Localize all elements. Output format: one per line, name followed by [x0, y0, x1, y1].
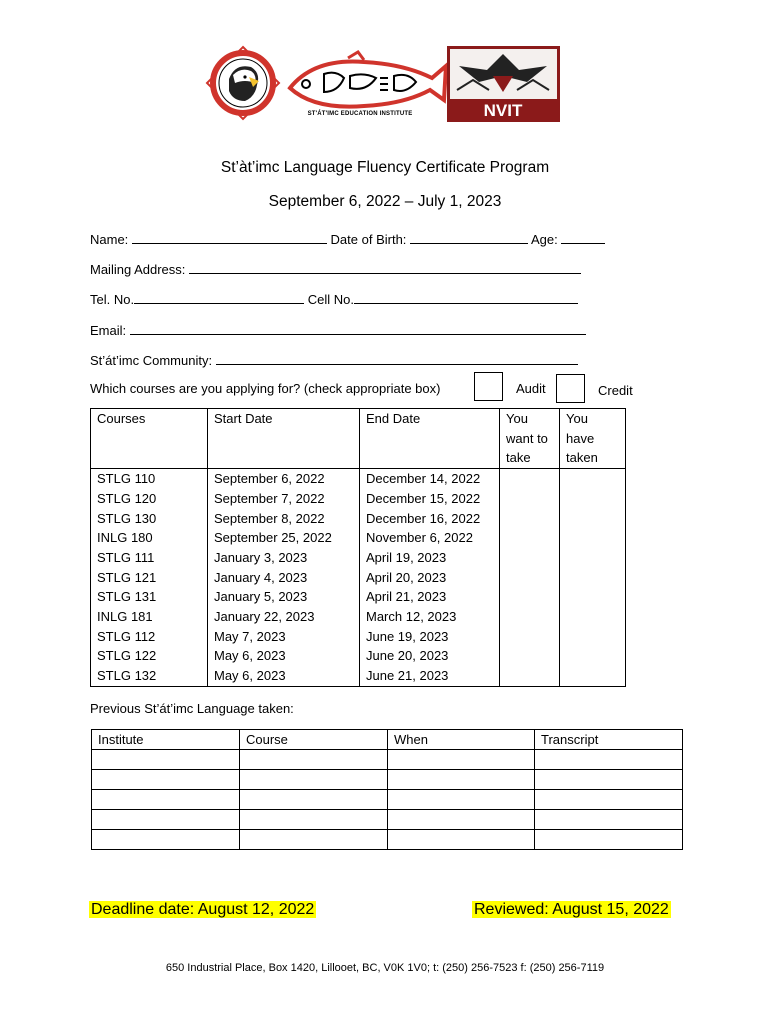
transcript-cell[interactable] [535, 750, 683, 770]
course-start-date: September 6, 2022 [214, 471, 325, 487]
name-label: Name: [90, 232, 129, 247]
community-field[interactable] [216, 351, 578, 365]
institute-cell[interactable] [92, 790, 240, 810]
courses-body-row [91, 469, 626, 687]
course-cell[interactable] [240, 750, 388, 770]
have-taken-cell[interactable] [560, 508, 625, 528]
course-end-date: June 21, 2023 [366, 668, 449, 684]
have-taken-cell[interactable] [560, 489, 625, 509]
audit-checkbox[interactable] [474, 372, 503, 401]
course-start-date: September 7, 2022 [214, 490, 325, 506]
institute-cell[interactable] [92, 750, 240, 770]
eagle-seal-logo [205, 45, 281, 121]
previous-label: Previous St’át’imc Language taken: [90, 701, 294, 716]
want-to-take-cell[interactable] [500, 666, 559, 686]
course-end-date: December 15, 2022 [366, 490, 481, 506]
have-taken-cell[interactable] [560, 646, 625, 666]
nvit-logo-text: NVIT [483, 101, 523, 120]
course-end-date: April 21, 2023 [366, 589, 447, 605]
reviewed-highlight: Reviewed: August 15, 2022 [474, 901, 669, 918]
have-taken-cell[interactable] [560, 587, 625, 607]
header-end-date: End Date [360, 409, 500, 469]
salmon-logo [284, 48, 450, 118]
cell-field[interactable] [354, 290, 578, 304]
dob-field[interactable] [410, 230, 528, 244]
transcript-cell[interactable] [535, 830, 683, 850]
transcript-cell[interactable] [535, 770, 683, 790]
course-start-date: September 25, 2022 [214, 530, 332, 546]
course-end-date: June 19, 2023 [366, 628, 449, 644]
institute-cell[interactable] [92, 810, 240, 830]
course-end-date: December 16, 2022 [366, 510, 481, 526]
course-code: STLG 112 [97, 628, 156, 644]
email-field[interactable] [130, 321, 586, 335]
when-cell[interactable] [388, 830, 535, 850]
course-end-date: April 20, 2023 [366, 569, 447, 585]
end-dates-column [360, 469, 500, 687]
tel-label: Tel. No. [90, 292, 135, 307]
transcript-cell[interactable] [535, 810, 683, 830]
course-start-date: January 5, 2023 [214, 589, 308, 605]
header-courses: Courses [91, 409, 208, 469]
want-to-take-cell[interactable] [500, 568, 559, 588]
course-end-date: December 14, 2022 [366, 471, 481, 487]
email-row [90, 321, 586, 338]
header-institute: Institute [92, 730, 240, 750]
course-start-date: January 4, 2023 [214, 569, 308, 585]
course-code: STLG 111 [97, 549, 155, 565]
course-cell[interactable] [240, 830, 388, 850]
previous-entry-row [92, 750, 683, 770]
course-start-date: May 6, 2023 [214, 648, 286, 664]
credit-checkbox[interactable] [556, 374, 585, 403]
when-cell[interactable] [388, 790, 535, 810]
phone-row [90, 290, 578, 307]
want-to-take-cell[interactable] [500, 548, 559, 568]
have-taken-cell[interactable] [560, 548, 625, 568]
course-code: STLG 122 [97, 648, 157, 664]
courses-header-row [91, 409, 626, 469]
want-to-take-cell[interactable] [500, 508, 559, 528]
age-label: Age: [530, 232, 558, 247]
mailing-label: Mailing Address: [90, 262, 186, 277]
want-to-take-cell[interactable] [500, 469, 559, 489]
want-to-take-cell[interactable] [500, 528, 559, 548]
previous-entry-row [92, 810, 683, 830]
reviewed-date [472, 901, 671, 919]
footer-address: 650 Industrial Place, Box 1420, Lillooet, BC, V0K 1V0; t: (250) 256-7523 f: (250) 256-7119 [165, 962, 605, 974]
course-start-date: January 22, 2023 [214, 609, 315, 625]
want-to-take-cell[interactable] [500, 587, 559, 607]
course-code: INLG 181 [97, 609, 153, 625]
header-you-want-to-take: You want to take [500, 409, 560, 469]
community-label: St’át’imc Community: [90, 353, 213, 368]
have-taken-cell[interactable] [560, 666, 625, 686]
have-taken-cell[interactable] [560, 568, 625, 588]
course-code: STLG 131 [97, 589, 157, 605]
want-to-take-cell[interactable] [500, 489, 559, 509]
have-taken-cell[interactable] [560, 607, 625, 627]
nvit-logo [447, 46, 560, 122]
deadline-date [89, 901, 316, 919]
age-field[interactable] [561, 230, 605, 244]
header-transcript: Transcript [535, 730, 683, 750]
want-to-take-cell[interactable] [500, 607, 559, 627]
course-end-date: April 19, 2023 [366, 549, 447, 565]
salmon-logo-caption: ST'ÁT'IMC EDUCATION INSTITUTE [307, 111, 413, 117]
course-start-date: May 7, 2023 [214, 628, 286, 644]
have-taken-cell[interactable] [560, 627, 625, 647]
course-end-date: November 6, 2022 [366, 530, 473, 546]
program-dates: September 6, 2022 – July 1, 2023 [268, 193, 502, 210]
cell-label: Cell No. [307, 292, 354, 307]
course-start-date: September 8, 2022 [214, 510, 325, 526]
previous-entry-row [92, 790, 683, 810]
course-cell[interactable] [240, 770, 388, 790]
have-taken-column[interactable] [560, 469, 626, 687]
header-course: Course [240, 730, 388, 750]
start-dates-column [208, 469, 360, 687]
want-to-take-cell[interactable] [500, 646, 559, 666]
community-row [90, 351, 578, 368]
want-to-take-column[interactable] [500, 469, 560, 687]
course-start-date: May 6, 2023 [214, 668, 286, 684]
mailing-field[interactable] [189, 260, 581, 274]
course-code: STLG 120 [97, 490, 157, 506]
deadline-highlight: Deadline date: August 12, 2022 [91, 901, 315, 918]
header-you-have-taken: You have taken [560, 409, 626, 469]
course-code: STLG 121 [97, 569, 157, 585]
name-row [90, 230, 605, 247]
course-code: INLG 180 [97, 530, 153, 546]
audit-label: Audit [516, 381, 546, 396]
institute-cell[interactable] [92, 830, 240, 850]
previous-entry-row [92, 830, 683, 850]
when-cell[interactable] [388, 750, 535, 770]
mailing-row [90, 260, 581, 277]
credit-label: Credit [598, 383, 633, 398]
header-when: When [388, 730, 535, 750]
name-field[interactable] [132, 230, 327, 244]
course-codes-column [91, 469, 208, 687]
when-cell[interactable] [388, 810, 535, 830]
course-start-date: January 3, 2023 [214, 549, 308, 565]
email-label: Email: [90, 323, 127, 338]
page-title: St’àt’imc Language Fluency Certificate Program [220, 159, 550, 176]
tel-field[interactable] [134, 290, 304, 304]
previous-entry-row [92, 770, 683, 790]
dob-label: Date of Birth: [330, 232, 407, 247]
course-cell[interactable] [240, 790, 388, 810]
course-code: STLG 110 [97, 471, 156, 487]
want-to-take-cell[interactable] [500, 627, 559, 647]
have-taken-cell[interactable] [560, 469, 625, 489]
header-start-date: Start Date [208, 409, 360, 469]
course-end-date: March 12, 2023 [366, 609, 457, 625]
course-code: STLG 130 [97, 510, 157, 526]
course-code: STLG 132 [97, 668, 157, 684]
previous-language-table [91, 729, 683, 850]
course-end-date: June 20, 2023 [366, 648, 449, 664]
courses-table [90, 408, 626, 687]
previous-header-row [92, 730, 683, 750]
transcript-cell[interactable] [535, 790, 683, 810]
institute-cell[interactable] [92, 770, 240, 790]
have-taken-cell[interactable] [560, 528, 625, 548]
when-cell[interactable] [388, 770, 535, 790]
which-courses-text: Which courses are you applying for? (check appropriate box) [90, 381, 441, 396]
course-cell[interactable] [240, 810, 388, 830]
